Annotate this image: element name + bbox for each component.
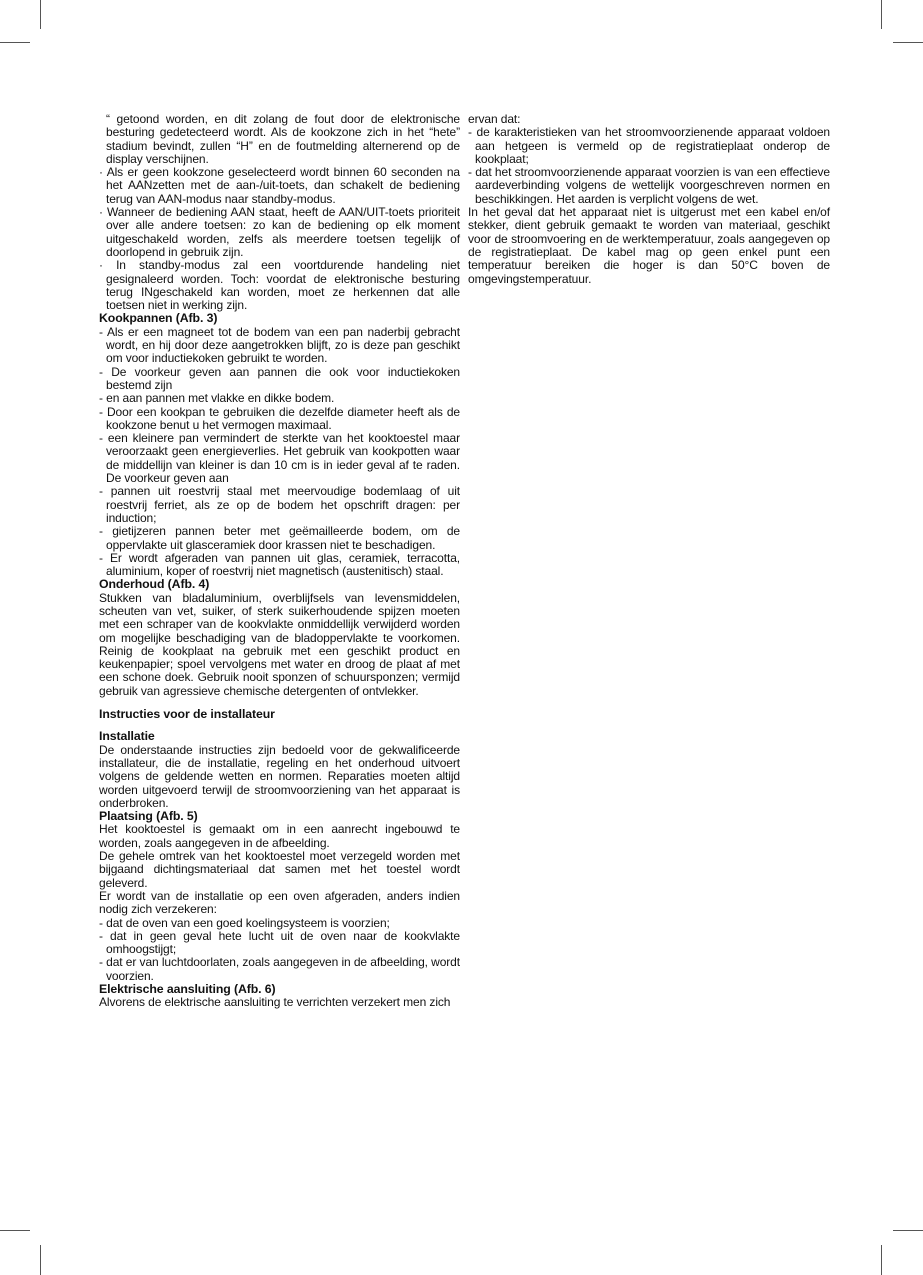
heading-installatie: Installatie — [99, 729, 155, 744]
list-item: - gietijzeren pannen beter met geëmailleerde bodem, om de oppervlakte uit glasceramiek door krassen niet te beschadigen. — [99, 524, 460, 552]
heading-kookpannen: Kookpannen (Afb. 3) — [99, 311, 218, 326]
heading-elektrische-aansluiting: Elektrische aansluiting (Afb. 6) — [99, 982, 276, 996]
list-item: - Door een kookpan te gebruiken die dezelfde diameter heeft als de kookzone benut u het vermogen maximaal. — [99, 404, 460, 432]
crop-mark-top-right-horizontal — [893, 42, 923, 43]
plaatsing-paragraph: De gehele omtrek van het kooktoestel moet verzegeld worden met bijgaand dichtingsmateriaal dat samen met het toestel wordt geleverd. — [99, 849, 460, 890]
plaatsing-paragraph: Er wordt van de installatie op een oven afgeraden, anders indien nodig zich verzekeren: — [99, 888, 460, 917]
intro-continuation: “ getoond worden, en dit zolang de fout door de elektronische besturing gedetecteerd wordt. Als de kookzone zich in het “hete” stadium bevindt, zullen “H” en de foutmelding alternerend op de display verschijnen. — [106, 112, 460, 166]
crop-mark-bottom-left-vertical — [40, 1245, 41, 1275]
list-item: - en aan pannen met vlakke en dikke bodem. — [99, 391, 335, 406]
heading-onderhoud: Onderhoud (Afb. 4) — [99, 577, 210, 592]
onderhoud-text: Stukken van bladaluminium, overblijfsels van levensmiddelen, scheuten van vet, suiker, of sterk suikerhoudende spijzen moeten met een schraper van de kookvlakte onmiddellijk verwijderd worden om mogelijke beschadiging van de bladoppervlakte te voorkomen. Reinig de kookplaat na gebruik met een geschikt product en keukenpapier; spoel vervolgens met water en droog de plaat af met een schone doek. Gebruik nooit sponzen of schuursponzen; vermijd gebruik van agressieve chemische detergenten of ontvlekker. — [99, 590, 460, 698]
list-item: - dat de oven van een goed koelingsysteem is voorzien; — [99, 915, 390, 930]
bullet-item: · In standby-modus zal een voortdurende handeling niet gesignaleerd worden. Toch: voordat de elektronische besturing terug INgeschakeld kan worden, moet ze herkennen dat alle toetsen niet in werking zijn. — [99, 258, 460, 313]
continuation-lead: ervan dat: — [468, 112, 521, 126]
heading-plaatsing: Plaatsing (Afb. 5) — [99, 809, 198, 824]
bullet-item: · Als er geen kookzone geselecteerd wordt binnen 60 seconden na het AANzetten met de aan-/uit-toets, dan schakelt de bediening terug van AAN-modus naar standby-modus. — [99, 165, 460, 206]
crop-mark-top-right-vertical — [881, 0, 882, 29]
list-item: - dat in geen geval hete lucht uit de oven naar de kookvlakte omhoogstijgt; — [99, 928, 460, 957]
list-item: - een kleinere pan vermindert de sterkte van het kooktoestel maar veroorzaakt geen energieverlies. Het gebruik van kookpotten waar de middellijn van kleiner is dan 10 cm is in ieder geval af te raden. De voorkeur geven aan — [99, 431, 460, 486]
crop-mark-bottom-left-horizontal — [0, 1230, 30, 1231]
bullet-item: · Wanneer de bediening AAN staat, heeft de AAN/UIT-toets prioriteit over alle andere toetsen: zo kan de bediening op elk moment uitgeschakeld worden, zelfs als meerdere toetsen tegelijk of doorlopend in gebruik zijn. — [99, 205, 460, 259]
list-item: - dat het stroomvoorzienende apparaat voorzien is van een effectieve aardeverbinding volgens de wettelijk voorgeschreven normen en beschikkingen. Het aarden is verplicht volgens de wet. — [468, 165, 830, 206]
crop-mark-bottom-right-horizontal — [893, 1230, 923, 1231]
list-item: - de karakteristieken van het stroomvoorzienende apparaat voldoen aan hetgeen is vermeld op de registratieplaat onderop de kookplaat; — [468, 125, 830, 166]
list-item: - Er wordt afgeraden van pannen uit glas, ceramiek, terracotta, aluminium, koper of roestvrij niet magnetisch (austenitisch) staal. — [99, 550, 460, 579]
list-item: - De voorkeur geven aan pannen die ook voor inductiekoken bestemd zijn — [99, 364, 460, 392]
list-item: - Als er een magneet tot de bodem van een pan naderbij gebracht wordt, en hij door deze aangetrokken blijft, zo is deze pan geschikt om voor inductiekoken gebruikt te worden. — [99, 324, 460, 366]
plaatsing-paragraph: Het kooktoestel is gemaakt om in een aanrecht ingebouwd te worden, zoals aangegeven in de afbeelding. — [99, 822, 460, 850]
list-item: - pannen uit roestvrij staal met meervoudige bodemlaag of uit roestvrij ferriet, als ze op de bodem het opschrift dragen: per induction; — [99, 484, 460, 525]
left-column — [99, 113, 460, 1010]
crop-mark-bottom-right-vertical — [881, 1245, 882, 1275]
cable-text: In het geval dat het apparaat niet is uitgerust met een kabel en/of stekker, dient gebruik gemaakt te worden van materiaal, geschikt voor de stroomvoering en de werktemperatuur, zoals aangegeven op de registratieplaat. De kabel mag op geen enkel punt een temperatuur bereiken die hoger is dan 50°C boven de omgevingstemperatuur. — [468, 205, 830, 286]
crop-mark-top-left-horizontal — [0, 42, 30, 43]
installatie-text: De onderstaande instructies zijn bedoeld voor de gekwalificeerde installateur, die de installatie, regeling en het onderhoud uitvoert volgens de geldende wetten en normen. Reparaties moeten altijd worden uitgevoerd terwijl de stroomvoorziening van het apparaat is onderbroken. — [99, 742, 460, 810]
heading-instructies: Instructies voor de installateur — [99, 707, 275, 722]
elektrische-text: Alvorens de elektrische aansluiting te verrichten verzekert men zich — [99, 995, 451, 1010]
list-item: - dat er van luchtdoorlaten, zoals aangegeven in de afbeelding, wordt voorzien. — [99, 955, 460, 983]
crop-mark-top-left-vertical — [40, 0, 41, 29]
right-column — [468, 113, 830, 286]
